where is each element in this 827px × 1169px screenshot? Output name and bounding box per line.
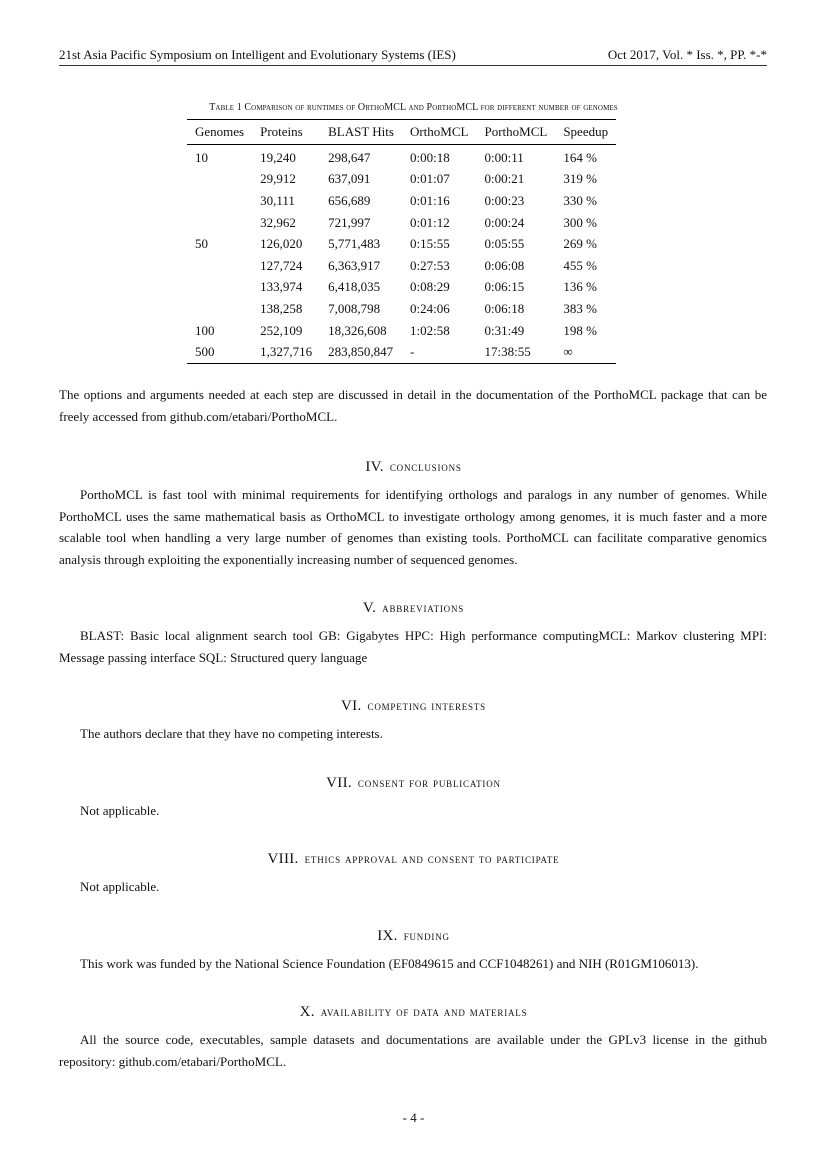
journal-title: 21st Asia Pacific Symposium on Intelligent and Evolutionary Systems (IES)	[59, 47, 456, 62]
section-number: V.	[362, 600, 377, 616]
section-number: VII.	[326, 775, 352, 791]
table-cell: 283,850,847	[320, 341, 402, 363]
table-cell	[187, 190, 252, 212]
table-cell: 383 %	[563, 300, 597, 316]
section-heading-ethics	[0, 851, 827, 868]
section-title: funding	[403, 928, 450, 943]
running-header	[59, 47, 767, 66]
table-cell: 0:06:08	[484, 257, 525, 273]
section-heading-conclusions	[0, 459, 827, 476]
column-header: BLAST Hits	[320, 120, 402, 145]
table-cell: 0:15:55	[409, 236, 450, 252]
table-cell: 50	[195, 236, 208, 252]
table-row	[187, 190, 616, 212]
table-cell: 127,724	[260, 257, 303, 273]
table-cell: 0:00:18	[409, 149, 450, 165]
intro-paragraph: The options and arguments needed at each step are discussed in detail in the documentation of the PorthoMCL package that can be freely accessed from github.com/etabari/PorthoMCL.	[59, 387, 767, 424]
section-title: availability of data and materials	[320, 1004, 528, 1019]
table-cell: 136 %	[563, 279, 597, 295]
table-row	[187, 341, 616, 363]
column-header: OrthoMCL	[402, 120, 477, 145]
table-header-row	[187, 120, 616, 145]
table-cell: 18,326,608	[328, 322, 387, 338]
table-cell: 29,912	[260, 171, 296, 187]
issue-info: Oct 2017, Vol. * Iss. *, PP. *-*	[607, 47, 767, 62]
table-row	[187, 212, 616, 234]
table-cell: 637,091	[328, 171, 371, 187]
section-title: conclusions	[389, 459, 462, 474]
section-number: IV.	[365, 459, 384, 475]
table-cell: 721,997	[328, 214, 371, 230]
table-cell: 298,647	[328, 149, 371, 165]
table-cell: 1,327,716	[252, 341, 320, 363]
table-cell: 330 %	[563, 192, 597, 208]
abbreviations-text: BLAST: Basic local alignment search tool GB: Gigabytes HPC: High performance computingMCL: Markov clustering MPI: Message passing interface SQL: Structured query language	[59, 628, 767, 665]
table-cell: 32,962	[260, 214, 296, 230]
runtime-table	[187, 119, 616, 364]
table-cell: 6,363,917	[328, 257, 381, 273]
section-heading-consent	[0, 775, 827, 792]
table-row	[187, 320, 616, 342]
table-cell: 198 %	[563, 322, 597, 338]
funding-text: This work was funded by the National Science Foundation (EF0849615 and CCF1048261) and NIH (R01GM106013).	[80, 956, 699, 971]
competing-interests-text: The authors declare that they have no competing interests.	[80, 726, 383, 741]
table-cell: 269 %	[563, 236, 597, 252]
section-number: VIII.	[267, 851, 299, 867]
table-row	[187, 145, 616, 169]
availability-text: All the source code, executables, sample datasets and documentations are available under the GPLv3 license in the github repository: github.com/etabari/PorthoMCL.	[59, 1032, 767, 1069]
conclusions-text: PorthoMCL is fast tool with minimal requirements for identifying orthologs and paralogs in any number of genomes. While PorthoMCL uses the same mathematical basis as OrthoMCL to investigate orthology among genomes, it is much faster and a more scalable tool when handling a very large number of genomes than existing tools. PorthoMCL can facilitate comparative genomics analysis through exploiting the exponentially increasing number of sequenced genomes.	[59, 487, 767, 567]
column-header: Proteins	[252, 120, 320, 145]
ethics-text: Not applicable.	[80, 879, 160, 894]
table-cell: 30,111	[260, 192, 295, 208]
table-cell: ∞	[555, 341, 616, 363]
table-cell: 0:00:24	[484, 214, 525, 230]
section-heading-funding	[0, 928, 827, 945]
table-cell: 0:01:07	[409, 171, 450, 187]
table-cell: 1:02:58	[409, 322, 450, 338]
table-cell: -	[402, 341, 477, 363]
table-cell: 252,109	[260, 322, 303, 338]
table-cell: 5,771,483	[328, 236, 381, 252]
table-cell: 0:27:53	[409, 257, 450, 273]
section-number: IX.	[377, 928, 398, 944]
table-row	[187, 169, 616, 191]
section-title: abbreviations	[382, 600, 465, 615]
table-cell: 500	[187, 341, 252, 363]
table-row	[187, 277, 616, 299]
table-cell	[187, 277, 252, 299]
table-cell: 0:05:55	[484, 236, 525, 252]
section-heading-abbreviations	[0, 600, 827, 617]
table-cell: 126,020	[260, 236, 303, 252]
table-row	[187, 233, 616, 255]
table-cell: 300 %	[563, 214, 597, 230]
table-cell: 10	[195, 149, 208, 165]
table-cell: 0:00:11	[484, 149, 524, 165]
page-number: - 4 -	[402, 1110, 425, 1125]
table-cell: 0:06:18	[484, 300, 525, 316]
table-cell: 100	[195, 322, 215, 338]
table-cell: 19,240	[260, 149, 296, 165]
table-cell: 7,008,798	[328, 300, 381, 316]
section-title: consent for publication	[357, 775, 501, 790]
table-cell: 0:08:29	[409, 279, 450, 295]
table-cell: 0:00:21	[484, 171, 525, 187]
table-cell: 133,974	[260, 279, 303, 295]
table-cell	[187, 255, 252, 277]
table-cell: 455 %	[563, 257, 597, 273]
table-cell: 17:38:55	[476, 341, 555, 363]
section-heading-competing-interests	[0, 698, 827, 715]
table-cell: 0:06:15	[484, 279, 525, 295]
table-cell	[187, 212, 252, 234]
table-cell	[187, 298, 252, 320]
table-cell: 656,689	[328, 192, 371, 208]
section-title: competing interests	[367, 698, 486, 713]
table-cell: 0:01:12	[409, 214, 450, 230]
table-cell: 6,418,035	[328, 279, 381, 295]
table-cell: 319 %	[563, 171, 597, 187]
consent-text: Not applicable.	[80, 803, 160, 818]
table-cell: 0:31:49	[484, 322, 525, 338]
section-heading-availability	[0, 1004, 827, 1021]
table-cell: 0:24:06	[409, 300, 450, 316]
table-row	[187, 255, 616, 277]
table-caption: Table 1 Comparison of runtimes of OrthoMCL and PorthoMCL for different number of genomes	[209, 102, 618, 113]
table-row	[187, 298, 616, 320]
column-header: Genomes	[187, 120, 252, 145]
table-cell: 138,258	[260, 300, 303, 316]
table-cell: 0:00:23	[484, 192, 525, 208]
section-number: X.	[299, 1004, 315, 1020]
section-number: VI.	[341, 698, 362, 714]
table-cell: 164 %	[563, 149, 597, 165]
section-title: ethics approval and consent to participate	[304, 851, 560, 866]
table-cell: 0:01:16	[409, 192, 450, 208]
column-header: Speedup	[555, 120, 616, 145]
column-header: PorthoMCL	[476, 120, 555, 145]
table-cell	[187, 169, 252, 191]
